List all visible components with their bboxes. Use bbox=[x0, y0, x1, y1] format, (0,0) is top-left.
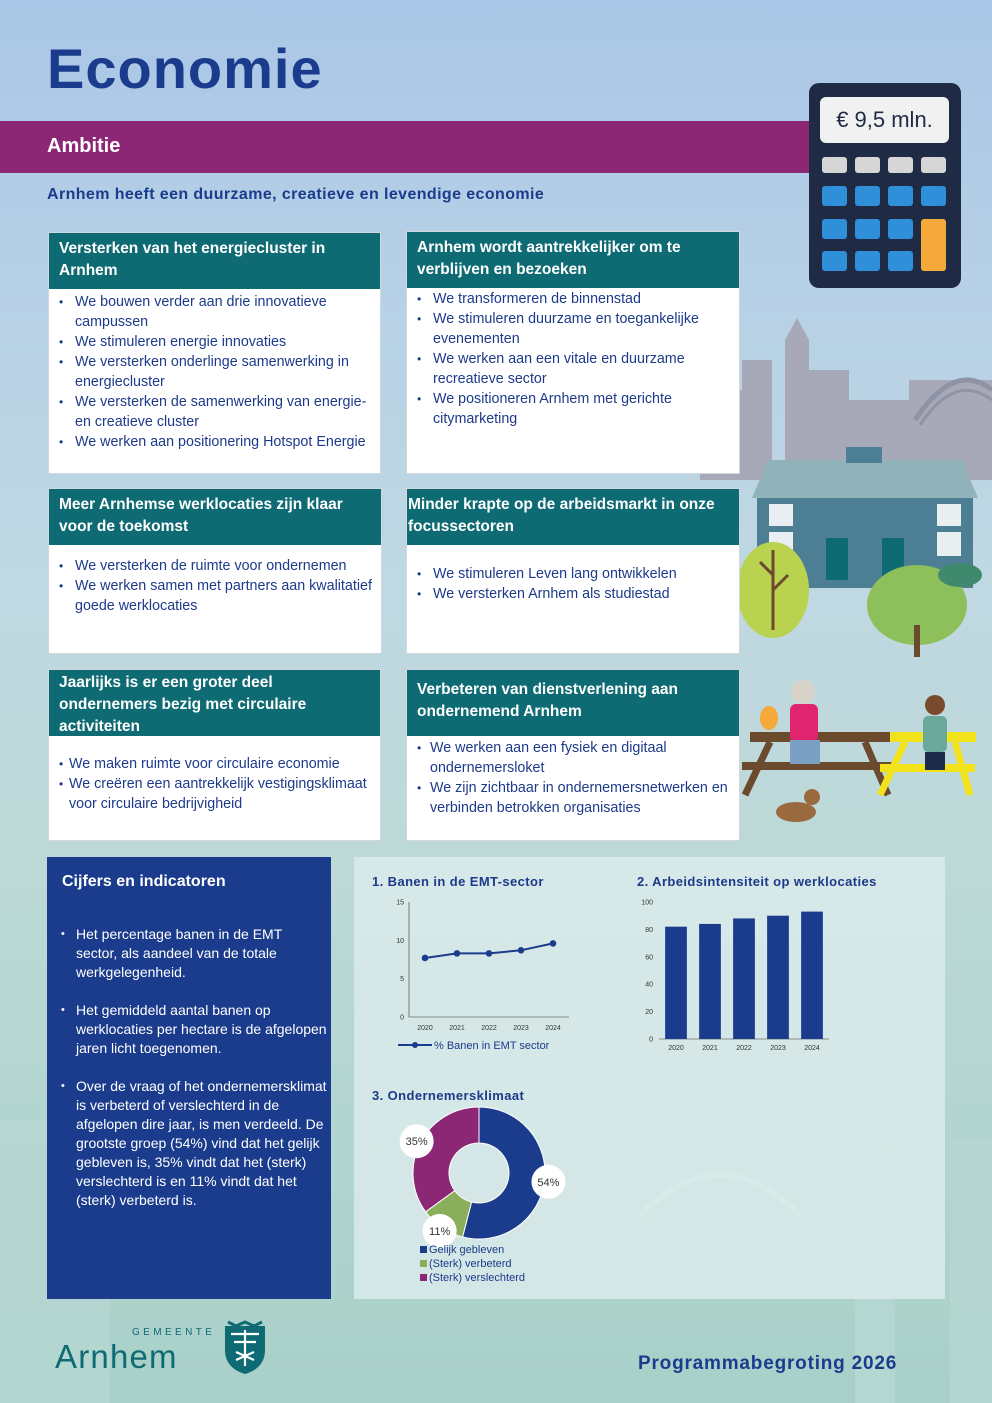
chart-2-y-tick-label: 80 bbox=[645, 926, 653, 934]
list-item: • We stimuleren Leven lang ontwikkelen bbox=[407, 564, 739, 584]
charts-panel bbox=[354, 857, 945, 1299]
chart-2-x-tick-label: 2021 bbox=[702, 1045, 718, 1052]
list-item: • We versterken onderlinge samenwerking in energiecluster bbox=[49, 352, 380, 392]
chart-1-x-tick-label: 2021 bbox=[449, 1025, 465, 1032]
goal-title: Arnhem wordt aantrekkelijker om te verblijven en bezoeken bbox=[407, 232, 739, 288]
list-item: • We maken ruimte voor circulaire economie bbox=[49, 754, 380, 774]
list-item: • Over de vraag of het ondernemersklimat is verbeterd of verslechterd in de afgelopen dire jaar, is men verdeeld. De grootste groep (54%) vind dat het gelijk gebleven is, 35% vindt dat het (sterk) verslechterd is en 11% vindt dat het (sterk) verbeterd is. bbox=[57, 1077, 327, 1210]
goal-title: Jaarlijks is er een groter deel ondernemers bezig met circulaire activiteiten bbox=[49, 670, 380, 736]
list-item: • We versterken de samenwerking van energie- en creatieve cluster bbox=[49, 392, 380, 432]
chart-2-x-tick-label: 2022 bbox=[736, 1045, 752, 1052]
list-item: • Het percentage banen in de EMT sector, als aandeel van de totale werkgelegenheid. bbox=[57, 925, 327, 982]
indicators-list bbox=[57, 925, 327, 1229]
chart-2-bar bbox=[733, 918, 755, 1039]
chart-2-x-tick-label: 2023 bbox=[770, 1045, 786, 1052]
chart-1-data-point bbox=[454, 950, 461, 957]
chart-3-slice bbox=[413, 1107, 479, 1212]
chart-3-legend-swatch bbox=[420, 1274, 427, 1281]
chart-1-title: 1. Banen in de EMT-sector bbox=[372, 874, 544, 889]
indicators-title: Cijfers en indicatoren bbox=[62, 873, 226, 890]
chart-1-y-tick-label: 10 bbox=[396, 937, 404, 945]
goal-box-verblijven bbox=[406, 231, 740, 474]
goal-box-werklocaties bbox=[48, 488, 382, 654]
ambition-statement: Arnhem heeft een duurzame, creatieve en levendige economie bbox=[47, 186, 545, 203]
chart-2-x-tick-label: 2020 bbox=[668, 1045, 684, 1052]
chart-2-title: 2. Arbeidsintensiteit op werklocaties bbox=[637, 874, 877, 889]
list-item: • We zijn zichtbaar in ondernemersnetwerken en verbinden betrokken organisaties bbox=[407, 778, 739, 818]
chart-1-x-tick-label: 2023 bbox=[513, 1025, 529, 1032]
chart-2-bar bbox=[699, 924, 721, 1039]
chart-1-legend-marker bbox=[412, 1042, 418, 1048]
chart-2-x-tick-label: 2024 bbox=[804, 1045, 820, 1052]
logo-municipality-label: GEMEENTE bbox=[132, 1327, 216, 1338]
charts-canvas bbox=[354, 857, 945, 1299]
chart-2-bar bbox=[767, 916, 789, 1039]
indicators-panel bbox=[47, 857, 331, 1299]
chart-3-legend-label: Gelijk gebleven bbox=[429, 1244, 505, 1256]
chart-3-value-label: 11% bbox=[429, 1225, 451, 1238]
chart-1-data-point bbox=[486, 950, 493, 957]
chart-3-value-label: 35% bbox=[405, 1136, 428, 1149]
list-item: • We werken samen met partners aan kwalitatief goede werklocaties bbox=[49, 576, 381, 616]
chart-2-y-tick-label: 40 bbox=[645, 981, 653, 989]
list-item: • We stimuleren duurzame en toegankelijke evenementen bbox=[407, 309, 739, 349]
goal-title: Minder krapte op de arbeidsmarkt in onze focussectoren bbox=[407, 489, 739, 545]
list-item: • We versterken Arnhem als studiestad bbox=[407, 584, 739, 604]
goal-list bbox=[49, 289, 380, 452]
goal-list bbox=[407, 545, 739, 604]
goal-list bbox=[49, 736, 380, 814]
list-item: • We transformeren de binnenstad bbox=[407, 289, 739, 309]
goal-list bbox=[49, 545, 381, 616]
logo-arnhem-wordmark: Arnhem bbox=[55, 1338, 178, 1375]
list-item: • We creëren een aantrekkelijk vestigingsklimaat voor circulaire bedrijvigheid bbox=[49, 774, 380, 814]
page-title: Economie bbox=[47, 37, 323, 100]
chart-2-bar bbox=[665, 927, 687, 1039]
goal-box-dienstverlening bbox=[406, 669, 740, 841]
goal-title: Versterken van het energiecluster in Arnhem bbox=[49, 233, 380, 289]
goal-title: Verbeteren van dienstverlening aan ondernemend Arnhem bbox=[407, 670, 739, 736]
goal-title: Meer Arnhemse werklocaties zijn klaar voor de toekomst bbox=[49, 489, 381, 545]
chart-2-y-tick-label: 20 bbox=[645, 1009, 653, 1017]
chart-1-y-tick-label: 0 bbox=[400, 1014, 404, 1022]
list-item: • We werken aan positionering Hotspot Energie bbox=[49, 432, 380, 452]
chart-1-data-point bbox=[550, 940, 557, 947]
list-item: • We bouwen verder aan drie innovatieve campussen bbox=[49, 292, 380, 332]
chart-1-x-tick-label: 2020 bbox=[417, 1025, 433, 1032]
chart-1-legend-label: % Banen in EMT sector bbox=[434, 1040, 550, 1052]
chart-1-x-tick-label: 2022 bbox=[481, 1025, 497, 1032]
chart-3-value-label: 54% bbox=[537, 1176, 560, 1189]
list-item: • We positioneren Arnhem met gerichte citymarketing bbox=[407, 389, 739, 429]
list-item: • We werken aan een vitale en duurzame recreatieve sector bbox=[407, 349, 739, 389]
goal-box-arbeidsmarkt bbox=[406, 488, 740, 654]
chart-1-y-tick-label: 5 bbox=[400, 976, 404, 984]
chart-2-y-tick-label: 0 bbox=[649, 1036, 653, 1044]
list-item: • We werken aan een fysiek en digitaal ondernemersloket bbox=[407, 738, 739, 778]
list-item: • We stimuleren energie innovaties bbox=[49, 332, 380, 352]
budget-amount: € 9,5 mln. bbox=[820, 97, 949, 143]
calculator-icon bbox=[809, 83, 961, 288]
list-item: • Het gemiddeld aantal banen op werklocaties per hectare is de afgelopen jaren licht toegenomen. bbox=[57, 1001, 327, 1058]
goal-box-circulair bbox=[48, 669, 381, 841]
chart-3-legend-swatch bbox=[420, 1260, 427, 1267]
chart-1-y-tick-label: 15 bbox=[396, 899, 404, 907]
chart-2-bar bbox=[801, 912, 823, 1039]
ambitie-banner: Ambitie bbox=[0, 121, 815, 173]
chart-1-x-tick-label: 2024 bbox=[545, 1025, 561, 1032]
arnhem-crest-icon bbox=[222, 1320, 268, 1376]
goal-box-energiecluster bbox=[48, 232, 381, 474]
list-item: • We versterken de ruimte voor ondernemen bbox=[49, 556, 381, 576]
chart-2-y-tick-label: 60 bbox=[645, 954, 653, 962]
chart-3-legend-label: (Sterk) verslechterd bbox=[429, 1272, 525, 1284]
goal-list bbox=[407, 736, 739, 818]
goal-list bbox=[407, 288, 739, 429]
chart-3-legend-label: (Sterk) verbeterd bbox=[429, 1258, 512, 1270]
chart-1-data-point bbox=[422, 955, 429, 962]
chart-3-legend-swatch bbox=[420, 1246, 427, 1253]
chart-3-title: 3. Ondernemersklimaat bbox=[372, 1088, 525, 1103]
chart-1-data-point bbox=[518, 947, 525, 954]
chart-2-y-tick-label: 100 bbox=[641, 899, 653, 907]
document-title: Programmabegroting 2026 bbox=[638, 1353, 898, 1374]
